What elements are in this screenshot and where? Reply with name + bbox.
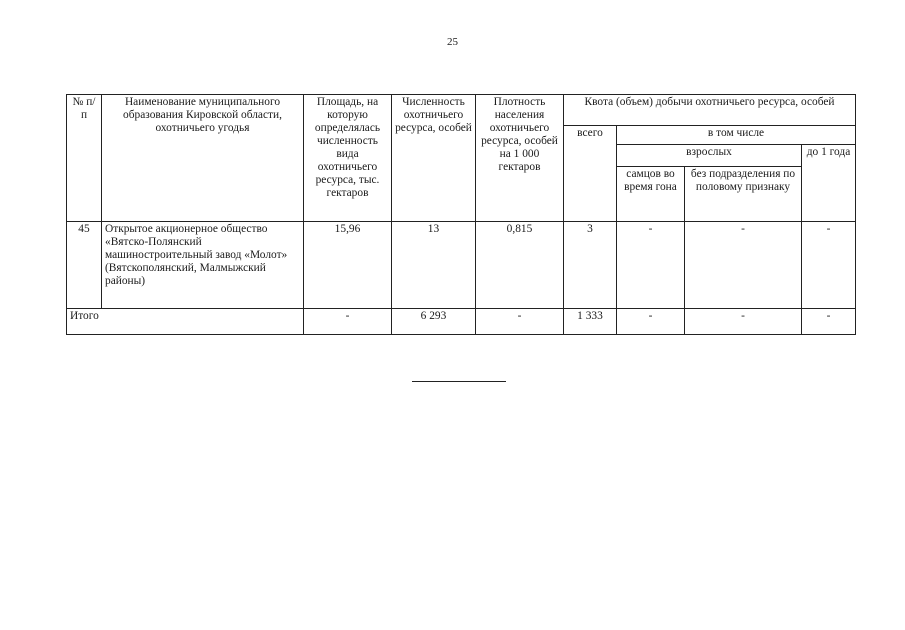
header-including: в том числе (617, 126, 856, 145)
totals-no-sex-split: - (685, 309, 802, 335)
row-number: 45 (67, 222, 102, 309)
totals-label: Итого (67, 309, 304, 335)
header-number: № п/п (67, 95, 102, 222)
row-area: 15,96 (304, 222, 392, 309)
header-males-rut: самцов во время гона (617, 167, 685, 222)
row-name: Открытое акционерное общество «Вятско-Полянский машиностроительный завод «Молот» (Вятскополянский, Малмыжский районы) (102, 222, 304, 309)
header-total: всего (564, 126, 617, 222)
totals-males-rut: - (617, 309, 685, 335)
totals-row (67, 309, 856, 335)
header-quota: Квота (объем) добычи охотничьего ресурса, особей (564, 95, 856, 126)
row-no-sex-split: - (685, 222, 802, 309)
totals-under-one-year: - (802, 309, 856, 335)
totals-total: 1 333 (564, 309, 617, 335)
header-density: Плотность населения охотничьего ресурса, особей на 1 000 гектаров (476, 95, 564, 222)
totals-density: - (476, 309, 564, 335)
header-adults: взрослых (617, 145, 802, 167)
header-count: Численность охотничьего ресурса, особей (392, 95, 476, 222)
header-row-1 (67, 95, 856, 126)
footer-separator-line (412, 381, 506, 382)
row-total: 3 (564, 222, 617, 309)
row-count: 13 (392, 222, 476, 309)
header-area: Площадь, на которую определялась численность вида охотничьего ресурса, тыс. гектаров (304, 95, 392, 222)
header-under-one-year: до 1 года (802, 145, 856, 222)
header-no-sex-split: без подразделения по половому признаку (685, 167, 802, 222)
totals-count: 6 293 (392, 309, 476, 335)
header-name: Наименование муниципального образования Кировской области, охотничьего угодья (102, 95, 304, 222)
table-row (67, 222, 856, 309)
row-males-rut: - (617, 222, 685, 309)
totals-area: - (304, 309, 392, 335)
row-density: 0,815 (476, 222, 564, 309)
hunting-quota-table (66, 94, 856, 335)
row-under-one-year: - (802, 222, 856, 309)
page-number: 25 (447, 36, 458, 48)
